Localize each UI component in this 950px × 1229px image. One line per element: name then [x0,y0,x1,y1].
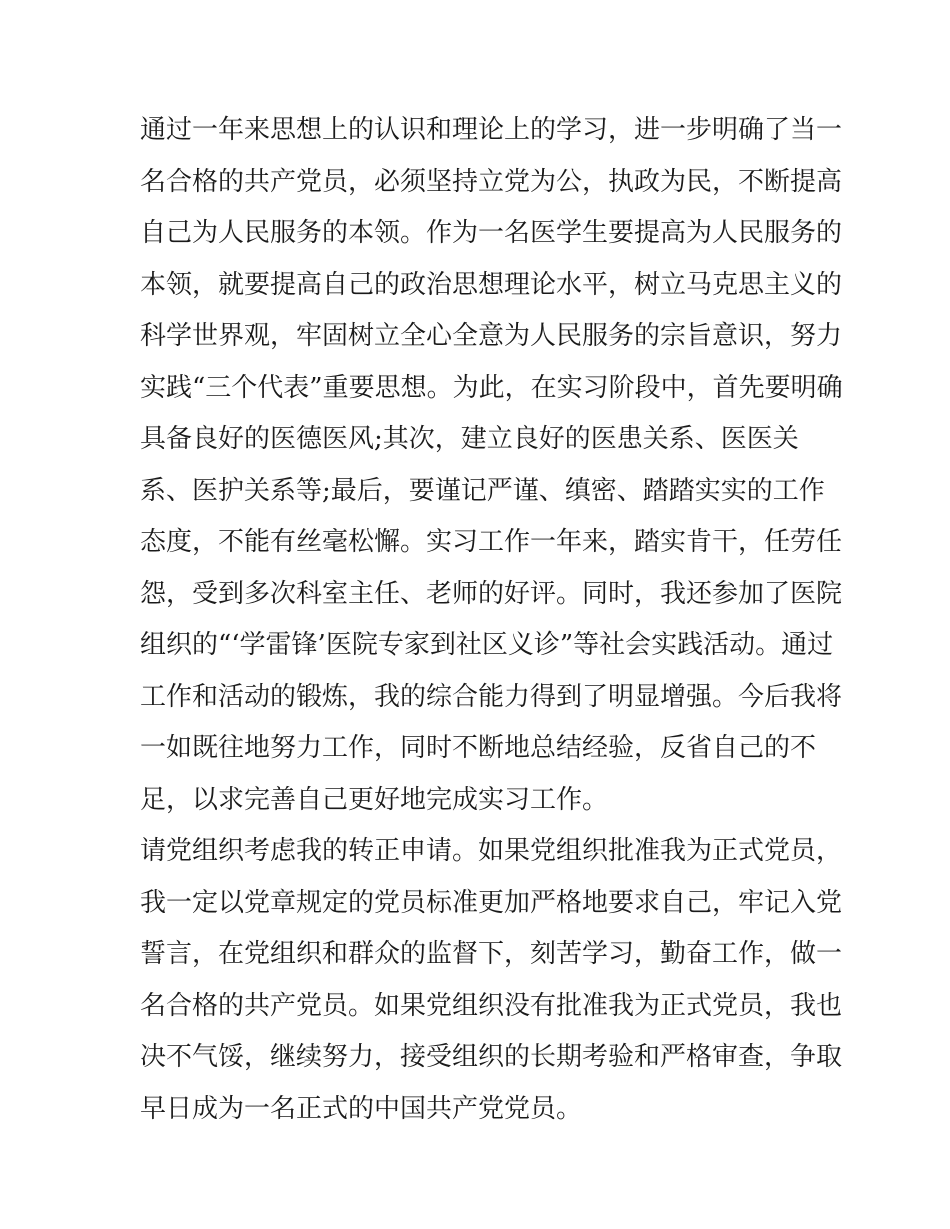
text-line: 本领，就要提高自己的政治思想理论水平，树立马克思主义的 [140,269,843,300]
text-line: 组织的“‘学雷锋’医院专家到社区义诊”等社会实践活动。通过 [140,630,834,660]
text-line: 决不气馁，继续努力，接受组织的长期考验和严格审查，争取 [140,1042,843,1072]
text-line: 通过一年来思想上的认识和理论上的学习，进一步明确了当一 [140,115,843,145]
text-line: 名合格的共产党员。如果党组织没有批准我为正式党员，我也 [140,990,843,1021]
text-line: 工作和活动的锻炼，我的综合能力得到了明显增强。今后我将 [140,681,843,712]
text-line: 系、医护关系等;最后，要谨记严谨、缜密、踏踏实实的工作 [140,475,825,506]
text-line: 科学世界观，牢固树立全心全意为人民服务的宗旨意识，努力 [140,321,843,351]
body-text [140,105,843,1135]
text-line: 足，以求完善自己更好地完成实习工作。 [140,784,609,815]
text-line: 怨，受到多次科室主任、老师的好评。同时，我还参加了医院 [140,578,843,609]
text-line: 具备良好的医德医风;其次，建立良好的医患关系、医医关 [140,424,799,454]
text-line: 誓言，在党组织和群众的监督下，刻苦学习，勤奋工作，做一 [140,939,843,969]
text-line: 实践“三个代表”重要思想。为此，在实习阶段中，首先要明确 [140,372,843,403]
text-line: 我一定以党章规定的党员标准更加严格地要求自己，牢记入党 [140,887,843,918]
text-line: 一如既往地努力工作，同时不断地总结经验，反省自己的不 [140,733,817,763]
text-line: 态度，不能有丝毫松懈。实习工作一年来，踏实肯干，任劳任 [140,527,843,557]
text-line: 自己为人民服务的本领。作为一名医学生要提高为人民服务的 [140,218,843,248]
text-line: 名合格的共产党员，必须坚持立党为公，执政为民，不断提高 [140,166,843,197]
text-line: 早日成为一名正式的中国共产党党员。 [140,1093,583,1124]
text-line: 请党组织考虑我的转正申请。如果党组织批准我为正式党员， [140,836,843,866]
